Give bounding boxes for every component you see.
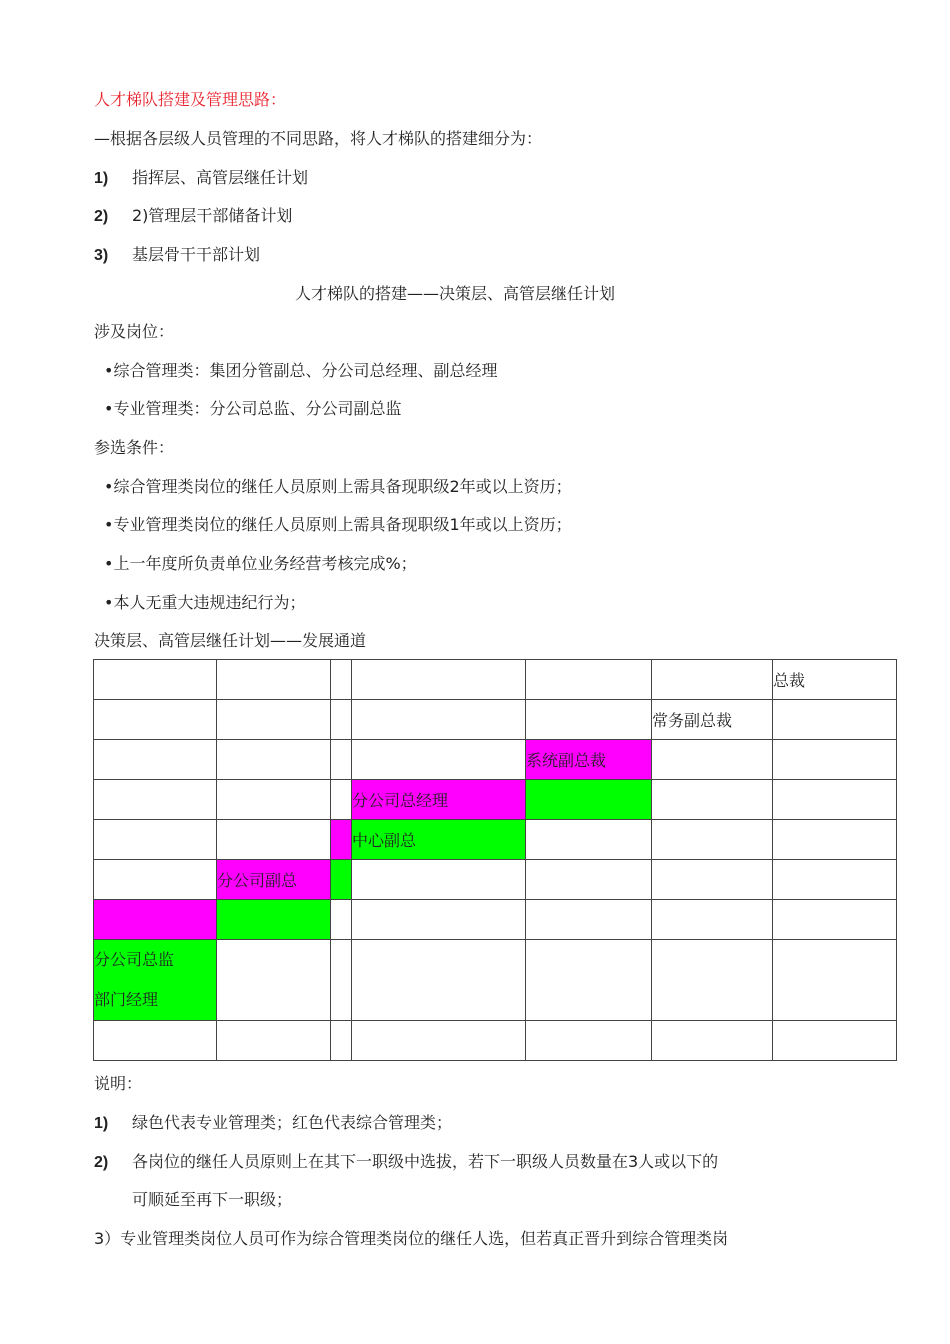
table-row <box>94 740 897 780</box>
table-cell <box>352 740 526 780</box>
table-cell <box>773 780 897 820</box>
table-cell <box>652 820 773 860</box>
table-cell <box>94 660 217 700</box>
table-cell <box>352 860 526 900</box>
table-cell <box>94 700 217 740</box>
plan-item-text: 基层骨干干部计划 <box>132 245 261 264</box>
cell-branch-gm: 分公司总经理 <box>352 780 526 820</box>
table-cell <box>217 740 331 780</box>
table-cell <box>526 660 652 700</box>
position-item: •专业管理类：分公司总监、分公司副总监 <box>104 399 402 418</box>
table-cell <box>217 940 331 1021</box>
table-cell <box>94 820 217 860</box>
note-text: 各岗位的继任人员原则上在其下一职级中选拔，若下一职级人员数量在3人或以下的 <box>132 1152 719 1171</box>
plan-item-1 <box>94 167 308 190</box>
table-row <box>94 820 897 860</box>
criteria-item: •本人无重大违规违纪行为； <box>104 593 306 612</box>
table-cell <box>526 820 652 860</box>
note-text: 绿色代表专业管理类；红色代表综合管理类； <box>132 1113 453 1132</box>
table-cell <box>773 860 897 900</box>
table-cell <box>331 900 352 940</box>
plan-item-2 <box>94 205 292 228</box>
cell-branch-deputy: 分公司副总 <box>217 860 331 900</box>
table-cell <box>652 780 773 820</box>
note-item-1 <box>94 1112 452 1135</box>
criteria-item: •专业管理类岗位的继任人员原则上需具备现职级1年或以上资历； <box>104 515 572 534</box>
table-row <box>94 660 897 700</box>
intro-text: —根据各层级人员管理的不同思路，将人才梯队的搭建细分为： <box>94 129 543 148</box>
plan-item-num: 1) <box>94 170 109 187</box>
table-cell <box>331 1021 352 1061</box>
table-cell <box>773 1021 897 1061</box>
table-cell-green <box>331 860 352 900</box>
table-cell <box>94 1021 217 1061</box>
table-cell <box>652 660 773 700</box>
table-cell <box>217 820 331 860</box>
cell-system-vp: 系统副总裁 <box>526 740 652 780</box>
table-cell <box>352 700 526 740</box>
table-cell-green <box>526 780 652 820</box>
table-cell <box>652 900 773 940</box>
table-cell <box>352 940 526 1021</box>
cell-branch-director <box>94 940 217 1021</box>
cell-president: 总裁 <box>773 660 897 700</box>
note-num: 2) <box>94 1154 109 1171</box>
table-cell <box>773 900 897 940</box>
section-title: 人才梯队的搭建——决策层、高管层继任计划 <box>294 284 615 303</box>
table-cell <box>217 660 331 700</box>
table-cell <box>526 1021 652 1061</box>
table-cell <box>773 820 897 860</box>
table-cell <box>652 940 773 1021</box>
notes-label: 说明： <box>94 1074 143 1093</box>
channel-title: 决策层、高管层继任计划——发展通道 <box>94 631 367 650</box>
table-cell <box>773 940 897 1021</box>
table-cell <box>652 1021 773 1061</box>
cell-line: 部门经理 <box>94 990 159 1009</box>
cell-center-deputy: 中心副总 <box>352 820 526 860</box>
table-cell <box>352 1021 526 1061</box>
table-cell <box>331 700 352 740</box>
table-cell <box>94 860 217 900</box>
table-cell <box>331 940 352 1021</box>
table-row <box>94 940 897 1021</box>
plan-item-3 <box>94 244 260 267</box>
table-cell <box>526 860 652 900</box>
table-cell <box>94 740 217 780</box>
table-cell <box>217 700 331 740</box>
position-item: •综合管理类：集团分管副总、分公司总经理、副总经理 <box>104 361 498 380</box>
table-row <box>94 1021 897 1061</box>
cell-line: 分公司总监 <box>94 950 175 969</box>
table-cell <box>331 780 352 820</box>
note-num: 1) <box>94 1115 109 1132</box>
table-cell-green <box>217 900 331 940</box>
table-cell <box>94 780 217 820</box>
note-item-2-cont: 可顺延至再下一职级； <box>132 1190 293 1209</box>
plan-item-text: 2)管理层干部储备计划 <box>132 206 293 225</box>
note-item-2 <box>94 1151 718 1174</box>
positions-label: 涉及岗位： <box>94 322 175 341</box>
criteria-label: 参选条件： <box>94 438 175 457</box>
page-heading: 人才梯队搭建及管理思路： <box>94 90 287 109</box>
note-item-3: 3）专业管理类岗位人员可作为综合管理类岗位的继任人选，但若真正晋升到综合管理类岗 <box>94 1229 729 1248</box>
plan-item-text: 指挥层、高管层继任计划 <box>132 168 309 187</box>
table-cell <box>352 660 526 700</box>
criteria-item: •上一年度所负责单位业务经营考核完成%； <box>104 554 417 573</box>
plan-item-num: 2) <box>94 208 109 225</box>
table-cell <box>526 900 652 940</box>
criteria-item: •综合管理类岗位的继任人员原则上需具备现职级2年或以上资历； <box>104 477 572 496</box>
table-cell <box>352 900 526 940</box>
table-cell-magenta <box>331 820 352 860</box>
table-cell <box>773 740 897 780</box>
table-cell <box>526 940 652 1021</box>
table-row <box>94 700 897 740</box>
table-row <box>94 860 897 900</box>
table-cell <box>331 660 352 700</box>
development-channel-table <box>93 659 897 1061</box>
table-cell-magenta <box>94 900 217 940</box>
table-row <box>94 780 897 820</box>
table-cell <box>652 740 773 780</box>
table-cell <box>773 700 897 740</box>
table-cell <box>526 700 652 740</box>
table-cell <box>217 1021 331 1061</box>
plan-item-num: 3) <box>94 247 109 264</box>
table-cell <box>331 740 352 780</box>
table-cell <box>652 860 773 900</box>
table-row <box>94 900 897 940</box>
cell-executive-vp: 常务副总裁 <box>652 700 773 740</box>
table-cell <box>217 780 331 820</box>
